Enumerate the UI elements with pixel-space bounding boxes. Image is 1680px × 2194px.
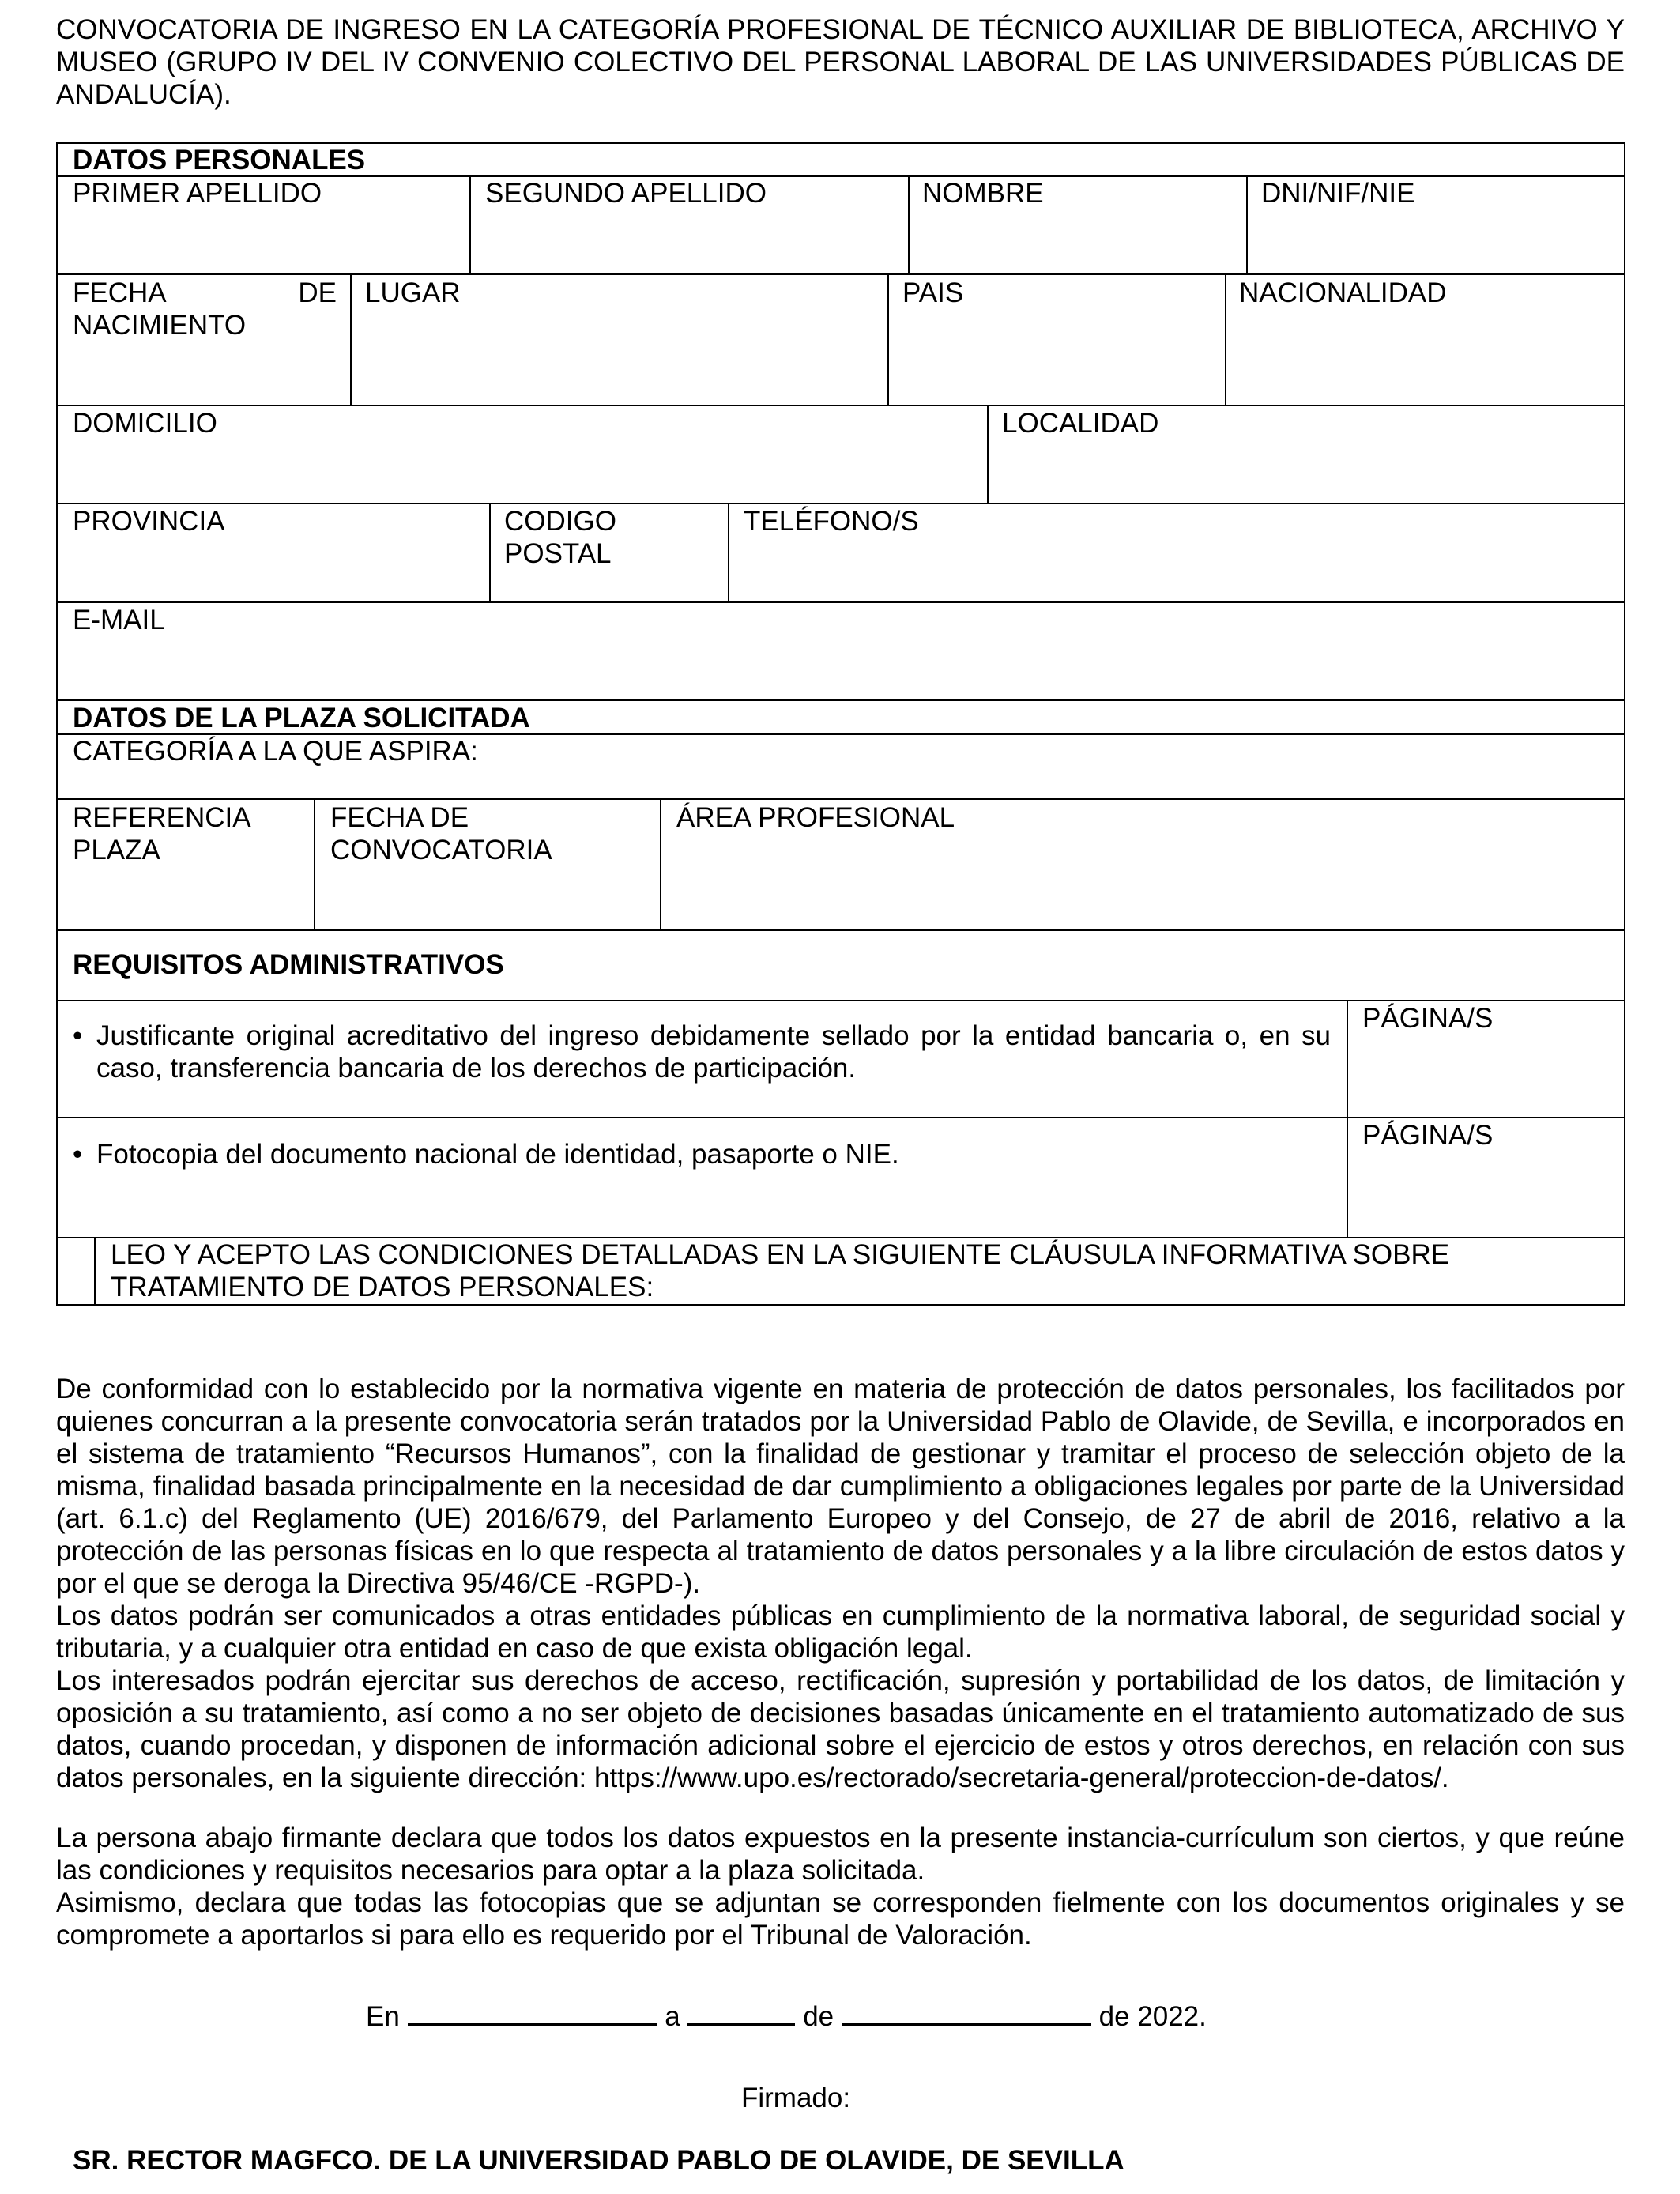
personal-data-heading: DATOS PERSONALES — [73, 145, 366, 175]
categoria-label: CATEGORÍA A LA QUE ASPIRA: — [73, 736, 478, 767]
table-rule — [987, 405, 989, 503]
segundo-apellido-label: SEGUNDO APELLIDO — [485, 178, 767, 209]
referencia-word: REFERENCIA — [73, 802, 251, 833]
table-rule — [56, 798, 1625, 800]
year-text: de 2022. — [1098, 2001, 1207, 2032]
table-rule — [56, 1304, 1625, 1306]
nacionalidad-label: NACIONALIDAD — [1239, 277, 1447, 308]
table-rule — [1347, 1000, 1348, 1238]
dni-label: DNI/NIF/NIE — [1261, 178, 1415, 209]
email-label: E-MAIL — [73, 605, 165, 635]
nombre-label: NOMBRE — [922, 178, 1044, 209]
table-rule — [908, 175, 910, 274]
primer-apellido-label: PRIMER APELLIDO — [73, 178, 322, 209]
day-blank[interactable] — [687, 2000, 795, 2026]
document-title: CONVOCATORIA DE INGRESO EN LA CATEGORÍA PROFESIONAL DE TÉCNICO AUXILIAR DE BIBLIOTECA, ARCHIVO Y MUSEO (GRUPO IV DEL IV CONVENIO COLECTIVO DEL PERSONAL LABORAL DE LAS UNIVERSIDADES PÚBLICAS DE ANDALUCÍA). — [56, 14, 1625, 110]
table-rule — [56, 503, 1625, 504]
de-word: de — [803, 2001, 834, 2032]
table-rule — [94, 1237, 96, 1305]
table-rule — [887, 273, 889, 405]
declaration — [56, 1822, 1625, 1951]
en-word: En — [366, 2001, 400, 2032]
domicilio-label: DOMICILIO — [73, 408, 217, 439]
addressee: SR. RECTOR MAGFCO. DE LA UNIVERSIDAD PABLO DE OLAVIDE, DE SEVILLA — [73, 2145, 1124, 2176]
privacy-paragraph: Los interesados podrán ejercitar sus derechos de acceso, rectificación, supresión y portabilidad de los datos, de limitación y oposición a su tratamiento, así como a no ser objeto de decisiones basadas únicamente en el tratamiento automatizado de sus datos, cuando procedan, y disponen de información adicional sobre el ejercicio de estos y otros derechos, en relación con sus datos personales, en la siguiente dirección: https://www.upo.es/rectorado/secretaria-general/proteccion-de-datos/. — [56, 1665, 1625, 1793]
table-rule — [56, 1117, 1625, 1118]
table-rule — [469, 175, 471, 274]
codigo-postal-label — [504, 505, 616, 570]
place-blank[interactable] — [408, 2000, 657, 2026]
table-rule — [56, 142, 58, 1306]
table-rule — [1225, 273, 1226, 405]
table-rule — [660, 798, 661, 930]
accept-conditions-label: LEO Y ACEPTO LAS CONDICIONES DETALLADAS EN LA SIGUIENTE CLÁUSULA INFORMATIVA SOBRE TRATAMIENTO DE DATOS PERSONALES: — [111, 1239, 1450, 1302]
plaza-word: PLAZA — [73, 835, 160, 865]
privacy-paragraph: Los datos podrán ser comunicados a otras entidades públicas en cumplimiento de la normativa laboral, de seguridad social y tributaria, y a cualquier otra entidad en caso de que exista obligación legal. — [56, 1600, 1625, 1664]
table-rule — [1624, 142, 1625, 1306]
convocatoria-word: CONVOCATORIA — [330, 835, 552, 865]
pais-label: PAIS — [902, 277, 964, 308]
nacimiento-word: NACIMIENTO — [73, 310, 247, 341]
table-rule — [1246, 175, 1248, 274]
paginas-label: PÁGINA/S — [1362, 1120, 1494, 1151]
firmado-label: Firmado: — [741, 2083, 851, 2113]
paginas-label: PÁGINA/S — [1362, 1003, 1494, 1034]
table-rule — [728, 503, 729, 602]
referencia-plaza-label — [73, 801, 251, 866]
fecha-convocatoria-label — [330, 801, 552, 866]
requirement-item-justificante — [73, 1020, 1331, 1084]
table-rule — [489, 503, 491, 602]
accept-checkbox[interactable] — [58, 1238, 94, 1304]
requirement-text: Justificante original acreditativo del ingreso debidamente sellado por la entidad bancaria o, en su caso, transferencia bancaria de los derechos de participación. — [96, 1020, 1331, 1084]
table-rule — [56, 405, 1625, 406]
telefono-label: TELÉFONO/S — [744, 506, 919, 537]
place-date-line — [366, 2000, 1207, 2033]
privacy-paragraph: De conformidad con lo establecido por la normativa vigente en materia de protección de datos personales, los facilitados por quienes concurran a la presente convocatoria serán tratados por la Universidad Pablo de Olavide, de Sevilla, e incorporados en el sistema de tratamiento “Recursos Humanos”, con la finalidad de gestionar y tramitar el proceso de selección objeto de la misma, finalidad basada principalmente en la necesidad de dar cumplimiento a obligaciones legales por parte de la Universidad (art. 6.1.c) del Reglamento (UE) 2016/679, del Parlamento Europeo y del Consejo, de 27 de abril de 2016, relativo a la protección de las personas físicas en lo que respecta al tratamiento de datos personales y a la libre circulación de estos datos y por el que se deroga la Directiva 95/46/CE -RGPD-). — [56, 1374, 1625, 1599]
table-rule — [314, 798, 315, 930]
declaration-paragraph: La persona abajo firmante declara que todos los datos expuestos en la presente instancia-currículum son ciertos, y que reúne las condiciones y requisitos necesarios para optar a la plaza solicitada. — [56, 1823, 1625, 1886]
requirement-text: Fotocopia del documento nacional de identidad, pasaporte o NIE. — [96, 1139, 899, 1170]
table-rule — [56, 273, 1625, 275]
fecha-nacimiento-label — [73, 277, 337, 341]
codigo-word: CODIGO — [504, 506, 616, 537]
a-word: a — [665, 2001, 680, 2032]
bullet-icon: • — [73, 1139, 83, 1170]
privacy-clause — [56, 1373, 1625, 1794]
table-rule — [56, 929, 1625, 931]
table-rule — [56, 699, 1625, 701]
postal-word: POSTAL — [504, 538, 612, 569]
area-profesional-label: ÁREA PROFESIONAL — [676, 802, 955, 833]
plaza-heading: DATOS DE LA PLAZA SOLICITADA — [73, 703, 530, 733]
table-rule — [56, 601, 1625, 603]
de-word: DE — [298, 277, 337, 308]
localidad-label: LOCALIDAD — [1002, 408, 1159, 439]
month-blank[interactable] — [842, 2000, 1091, 2026]
bullet-icon: • — [73, 1020, 83, 1051]
requirement-item-dni — [73, 1138, 1331, 1171]
fecha-word: FECHA — [73, 277, 167, 308]
fecha-de-word: FECHA DE — [330, 802, 469, 833]
provincia-label: PROVINCIA — [73, 506, 225, 537]
requisitos-heading: REQUISITOS ADMINISTRATIVOS — [73, 949, 504, 980]
lugar-label: LUGAR — [365, 277, 461, 308]
table-rule — [350, 273, 352, 405]
table-rule — [56, 1000, 1625, 1001]
declaration-paragraph: Asimismo, declara que todas las fotocopias que se adjuntan se corresponden fielmente con los documentos originales y se compromete a aportarlos si para ello es requerido por el Tribunal de Valoración. — [56, 1887, 1625, 1951]
